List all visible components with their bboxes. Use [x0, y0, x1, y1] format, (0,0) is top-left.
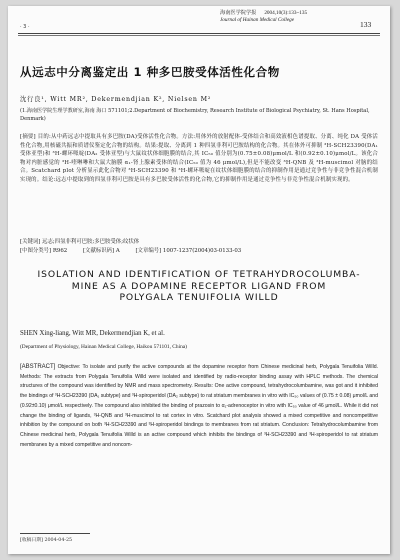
english-authors: SHEN Xing-liang, Witt MR, Dekermendjian K, et al. — [20, 330, 165, 337]
chinese-keywords: [关键词] 远志;四氢非利可巴胺;多巴胺受体;纹状体 — [20, 239, 140, 245]
abstract-label: [ABSTRACT] — [20, 364, 56, 370]
chinese-affiliation: (1.海南医学院生理学教研室,海南 海口 571101;2.Department of Biochemistry, Research Institute of Biological Psychiatry, St. Hans Hospital, Denmark) — [20, 108, 370, 122]
english-title — [20, 269, 378, 304]
chinese-title: 从远志中分离鉴定出 1 种多巴胺受体活性化合物 — [20, 65, 280, 79]
chinese-abstract: [摘要] 目的:从中药远志中提取具有多巴胺(DA)受体活性化合物。方法:用体外的放射配体-受体结合和高效液相色谱提取、分离、纯化 DA 受体活性化合物,用核磁共振和质谱仪鉴定化合物的结构。结果:提取、分离到 1 种四氢非利可巴胺结构的化合物。其在体外可抑制 ³H-SCH23390(DA₁ 受体亚型)和 ³H-螺环哌啶(DA₂ 受体亚型)与大鼠纹状体细胞膜的结合,其 IC₅₀ 值分别为(0.75±0.08)μmol/L 和(0.92±0.10)μmol/L。该化合物对内脏感觉的 ³H-喹啉啉和大鼠大脑膜 α₁-肾上腺素受体的结合(IC₅₀ 值为 46 μmol/L),但是不能改变 ³H-QNB 及 ³H-muscimol 对脑的结合。Scatchard plot 分析显示此化合物对 ³H-SCH23390 和 ³H-螺环哌啶在纹状体细胞膜的结合的抑制作用是通过竞争性与非竞争性混合机制实现的。结论:远志中提取到的四氢非利可巴胺是具有多巴胺受体活性的化合物,它的抑制作用是通过竞争性与非竞争性混合机制实现的。 — [20, 134, 378, 183]
header-rule — [18, 33, 380, 34]
journal-page — [8, 6, 390, 554]
journal-name-en: Journal of Hainan Medical College — [220, 16, 295, 23]
english-abstract — [20, 363, 378, 450]
english-abstract-text: Objective: To isolate and purify the active compounds at the dopamine receptor from Chinese medicinal herb, Polygala Tenuifolia Willd. Methods: The extracts from Polygala Tenuifolia Willd were isolated and identified by radio-receptor binding assay with HPLC methods. The chemical structures of the compound was identified by NMR and mass spectrometry. Results: One active compound, tetrahydrocolumbamine, was got and it inhibited the bindings of ³H-SCH23390 (DA₁ subtype) and ³H-spiroperidol (DA₂ subtype) to rat striatum membranes in vitro with IC₅₀ values of (0.75 ± 0.08) μmol/L and (0.92±0.10) μmol/L respectively. The compound also inhibited the binding of prazosin to α₁-adrenoceptor in vitro with IC₅₀ value of 46 μmol/L. While it did not change the binding of ligands, ³H-QNB and ³H-muscimol to rat cortex in vitro. Scatchard plot analysis showed a mixed competitive and noncompetitive inhibition by the compound on both ³H-SCH23390 and ³H-spiroperidol bindings to membranes from rat striatum. Conclusion: Tetrahydrocolumbamine from Chinese medicinal herb, Polygala Tenuifolia Willd is an active compound which inhibits the bindings of ³H-SCH23390 and ³H-spiroperidol to rat striatum membranes by a mixed competitive and noncom- — [20, 364, 378, 448]
page-header — [8, 6, 390, 34]
chinese-authors: 沈行良¹, Witt MR², Dekermendjian K², Nielsen M² — [20, 96, 212, 103]
footnote-rule — [20, 533, 90, 534]
journal-info — [220, 10, 315, 23]
chinese-keywords-block — [20, 238, 378, 256]
journal-issue: 2004,10(3):133~135 — [264, 10, 308, 16]
classification-row — [20, 247, 378, 256]
class-number: [中图分类号] R962 — [20, 248, 68, 254]
english-title-line: MINE AS A DOPAMINE RECEPTOR LIGAND FROM — [71, 280, 327, 292]
english-affiliation: (Department of Physiology, Hainan Medical College, Haikou 571101, China) — [20, 344, 187, 350]
english-title-line: POLYGALA TENUIFOLIA WILLD — [119, 292, 279, 303]
header-rule-thin — [18, 35, 380, 36]
header-mark: · 3 · — [20, 24, 30, 30]
article-number: [文章编号] 1007-1237(2004)03-0133-03 — [135, 248, 242, 254]
document-code: [文献标识码] A — [82, 248, 120, 254]
english-title-line: ISOLATION AND IDENTIFICATION OF TETRAHYDROCOLUMBA- — [37, 269, 361, 280]
page-number: 133 — [360, 20, 372, 29]
journal-name-cn: 海南医学院学报 — [220, 10, 257, 16]
received-date: [收稿日期] 2004-04-25 — [20, 538, 73, 543]
